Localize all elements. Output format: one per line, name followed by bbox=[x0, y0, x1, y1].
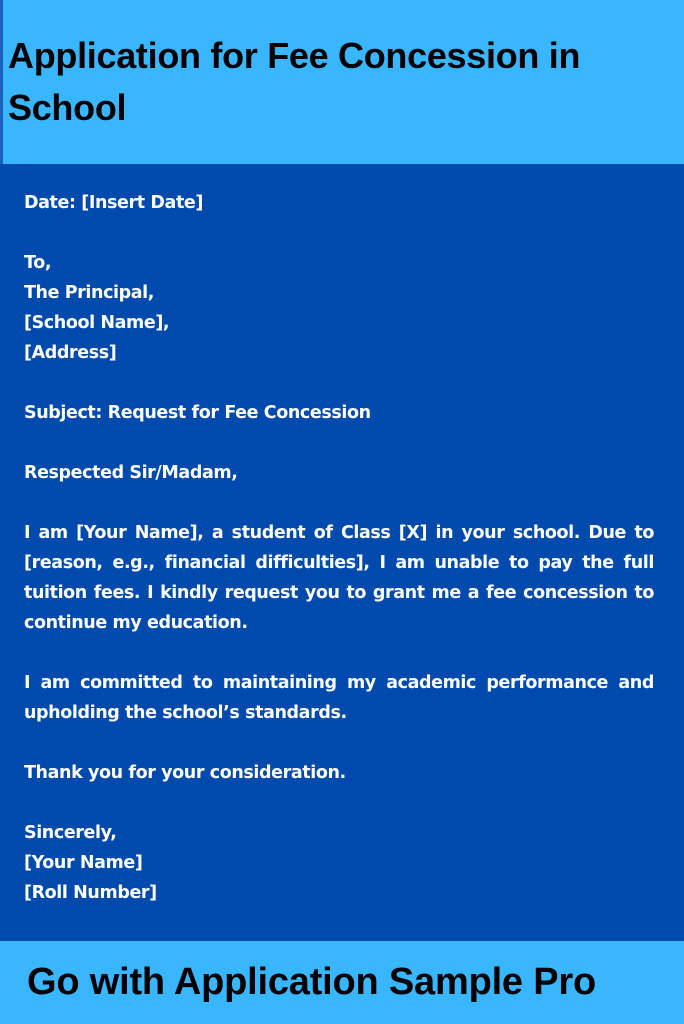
letter-salutation: Respected Sir/Madam, bbox=[24, 463, 238, 483]
footer-banner bbox=[0, 941, 684, 1024]
recipient-line: [Address] bbox=[24, 343, 117, 363]
recipient-line: [School Name], bbox=[24, 313, 170, 333]
signoff-line: [Your Name] bbox=[24, 853, 143, 873]
signoff-line: Sincerely, bbox=[24, 823, 117, 843]
letter-subject: Subject: Request for Fee Concession bbox=[24, 403, 371, 423]
letter-body bbox=[24, 188, 654, 938]
closing-thanks: Thank you for your consideration. bbox=[24, 763, 346, 783]
recipient-line: To, bbox=[24, 253, 52, 273]
letter-date: Date: [Insert Date] bbox=[24, 193, 203, 213]
recipient-block bbox=[24, 248, 654, 368]
signoff-block bbox=[24, 818, 654, 908]
header-banner bbox=[0, 0, 684, 164]
page-title: Application for Fee Concession in School bbox=[8, 35, 581, 128]
recipient-line: The Principal, bbox=[24, 283, 155, 303]
body-paragraph: I am [Your Name], a student of Class [X] in your school. Due to [reason, e.g., financial difficulties], I am unable to pay the full tuition fees. I kindly request you to grant me a fee concession to continue my education. bbox=[24, 523, 654, 633]
footer-brand-text: Go with Application Sample Pro bbox=[27, 961, 596, 1003]
signoff-line: [Roll Number] bbox=[24, 883, 157, 903]
body-paragraph: I am committed to maintaining my academic performance and upholding the school’s standards. bbox=[24, 673, 654, 723]
